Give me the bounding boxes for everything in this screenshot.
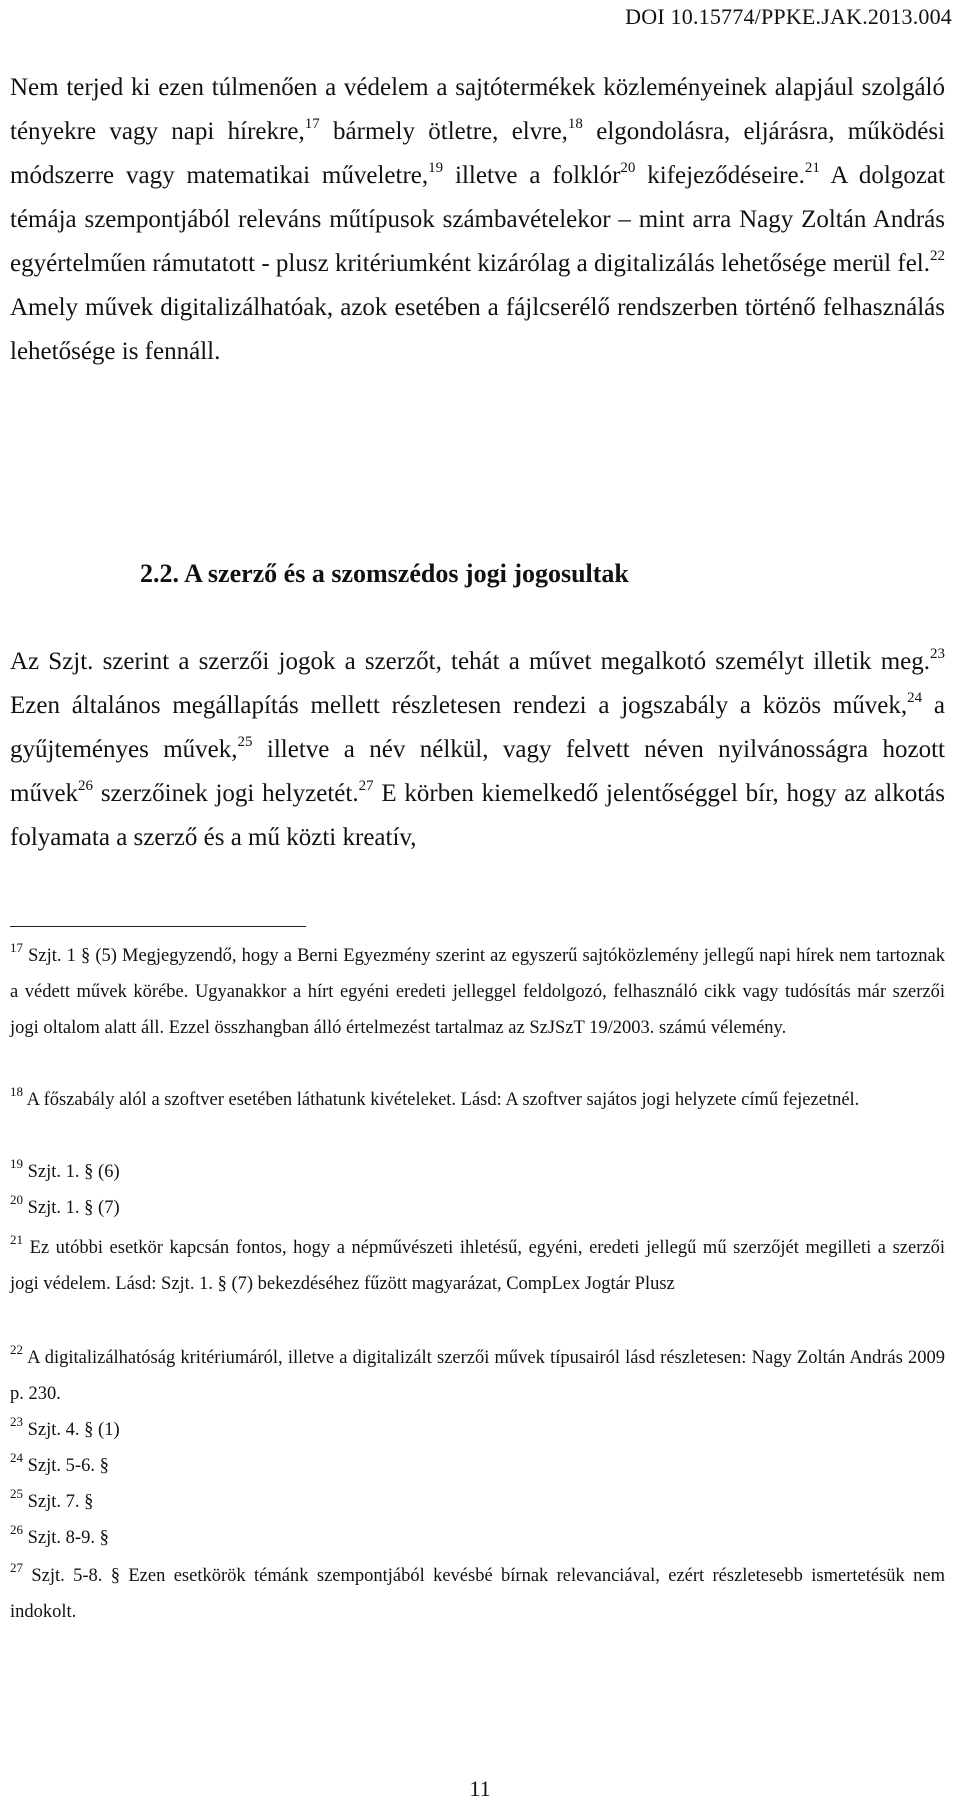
footnote-number: 20 [10,1191,23,1207]
footnote-text: Szjt. 5-6. § [23,1456,109,1476]
text-run: a gyűjteményes művek, [10,692,945,763]
text-run: szerzőinek jogi helyzetét. [93,780,359,807]
footnote-ref-23[interactable]: 23 [930,645,945,662]
footnote-ref-26[interactable]: 26 [78,777,94,794]
footnote-text: Szjt. 4. § (1) [23,1420,120,1440]
text-run: kifejeződéseire. [635,162,805,189]
footnote-17 [10,938,945,1046]
footnote-20 [10,1190,945,1226]
footnote-number: 27 [10,1559,23,1575]
footnote-number: 26 [10,1521,23,1537]
text-run: illetve a folklór [443,162,621,189]
footnote-text: Ez utóbbi esetkör kapcsán fontos, hogy a népművészeti ihletésű, egyéni, eredeti jellegű mű szerzőjét megilleti a szerzői jogi védelem. Lásd: Szjt. 1. § (7) bekezdéséhez fűzött magyarázat, CompLex Jogtár Plusz [10,1238,945,1294]
text-run: Az Szjt. szerint a szerzői jogok a szerzőt, tehát a művet megalkotó személyt illetik meg. [10,648,930,675]
footnote-text: A digitalizálhatóság kritériumáról, illetve a digitalizált szerzői művek típusairól lásd részletesen: Nagy Zoltán András 2009 p. 230. [10,1348,945,1404]
footnote-22 [10,1340,945,1412]
text-run: Amely művek digitalizálhatóak, azok esetében a fájlcserélő rendszerben történő felhasználás lehetősége is fennáll. [10,294,945,365]
text-run: A dolgozat témája szempontjából releváns műtípusok számbavételekor – mint arra Nagy Zoltán András egyértelműen rámutatott - plusz kritériumként kizárólag a digitalizálás lehetősége merül fel. [10,162,945,277]
footnote-23 [10,1412,945,1448]
text-run: illetve a név nélkül, vagy felvett néven nyilvánosságra hozott művek [10,736,945,807]
footnote-text: Szjt. 1. § (6) [23,1162,120,1182]
footnote-ref-21[interactable]: 21 [804,159,820,176]
footnote-19 [10,1154,945,1190]
footnote-text: Szjt. 8-9. § [23,1528,109,1548]
footnote-ref-19[interactable]: 19 [428,159,444,176]
footnote-text: Szjt. 5-8. § Ezen esetkörök témánk szempontjából kevésbé bírnak relevanciával, ezért részletesebb ismertetésük nem indokolt. [10,1566,945,1622]
footnote-18 [10,1082,945,1118]
footnote-separator [10,926,306,927]
footnote-ref-25[interactable]: 25 [237,733,253,750]
footnote-24 [10,1448,945,1484]
footnote-26 [10,1520,945,1556]
footnote-text: A főszabály alól a szoftver esetében láthatunk kivételeket. Lásd: A szoftver sajátos jogi helyzete című fejezetnél. [23,1090,860,1110]
footnote-number: 23 [10,1413,23,1429]
text-run: elgondolásra, eljárásra, működési módszerre vagy matematikai műveletre, [10,118,945,189]
footnote-number: 25 [10,1485,23,1501]
page-number: 11 [469,1776,491,1801]
footnote-number: 18 [10,1083,23,1099]
body-paragraph-1 [10,66,945,374]
footnote-ref-27[interactable]: 27 [358,777,374,794]
body-paragraph-2 [10,640,945,860]
footnote-27 [10,1558,945,1630]
footnote-text: Szjt. 1 § (5) Megjegyzendő, hogy a Berni Egyezmény szerint az egyszerű sajtóközlemény jellegű napi hírek nem tartoznak a védett művek körébe. Ugyanakkor a hírt egyéni eredeti jelleggel feldolgozó, felhasználó cikk vagy tudósítás már szerzői jogi oltalom alatt áll. Ezzel összhangban álló értelmezést tartalmaz az SzJSzT 19/2003. számú vélemény. [10,946,945,1038]
footnote-text: Szjt. 7. § [23,1492,94,1512]
section-heading: 2.2. A szerző és a szomszédos jogi jogosultak [140,559,629,588]
page-header [0,4,960,30]
footnote-ref-24[interactable]: 24 [907,689,923,706]
footnote-number: 21 [10,1231,23,1247]
footnote-number: 19 [10,1155,23,1171]
footnote-25 [10,1484,945,1520]
text-run: E körben kiemelkedő jelentőséggel bír, hogy az alkotás folyamata a szerző és a mű közti kreatív, [10,780,945,851]
footnote-ref-17[interactable]: 17 [304,115,320,132]
footnote-number: 17 [10,939,23,955]
text-run: Nem terjed ki ezen túlmenően a védelem a sajtótermékek közleményeinek alapjául szolgáló tényekre vagy napi hírekre, [10,74,945,145]
footnote-ref-18[interactable]: 18 [567,115,583,132]
footnote-text: Szjt. 1. § (7) [23,1198,120,1218]
footnote-number: 22 [10,1341,23,1357]
footnote-21 [10,1230,945,1302]
footnote-ref-20[interactable]: 20 [620,159,636,176]
doi-label: DOI 10.15774/PPKE.JAK.2013.004 [625,4,952,29]
text-run: Ezen általános megállapítás mellett részletesen rendezi a jogszabály a közös művek, [10,692,908,719]
footnote-number: 24 [10,1449,23,1465]
footnote-ref-22[interactable]: 22 [930,247,945,264]
text-run: bármely ötletre, elvre, [319,118,568,145]
